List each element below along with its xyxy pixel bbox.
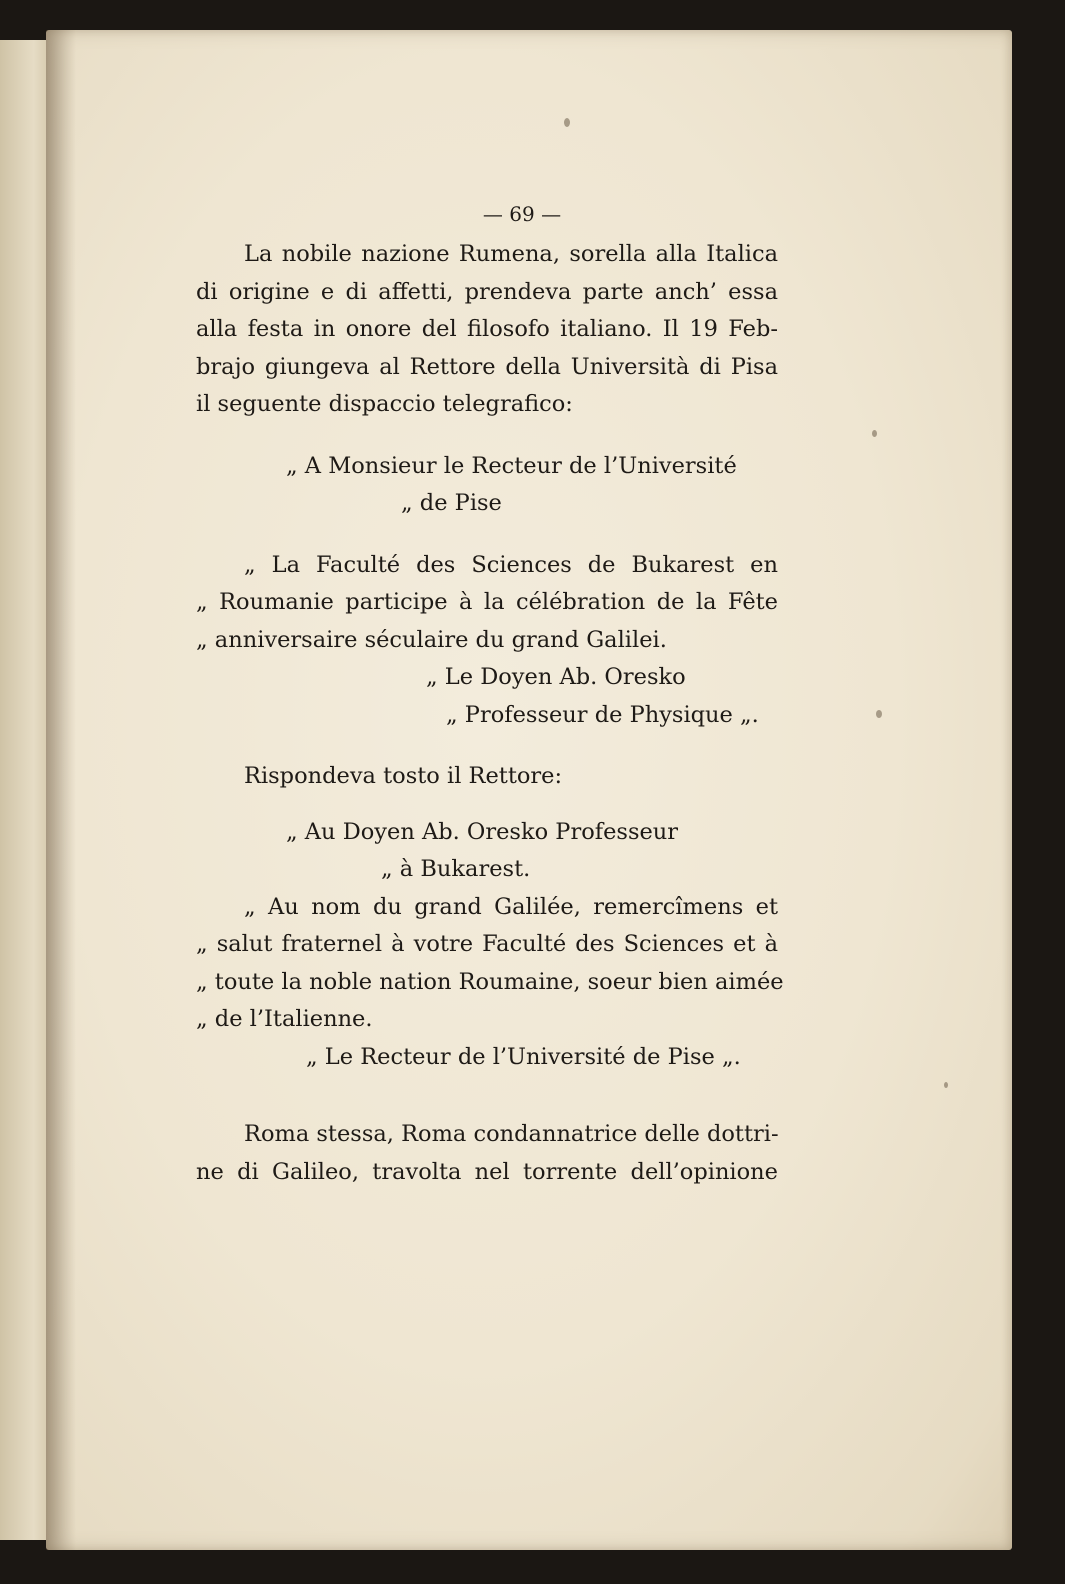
telegram-bukarest (196, 448, 778, 735)
telegram-address: „ de Pise (401, 490, 502, 516)
paragraph-roma (196, 1116, 778, 1191)
paragraph-rumanian-nation (196, 236, 778, 424)
text-line: Roma stessa, Roma condannatrice delle dottri- (244, 1121, 779, 1147)
telegram-address: „ Au Doyen Ab. Oresko Professeur (286, 818, 679, 845)
paper-speck (872, 430, 877, 437)
telegram-address: „ A Monsieur le Recteur de l’Université (286, 452, 737, 479)
page-number: — 69 — (482, 202, 562, 226)
paper-speck (876, 710, 882, 718)
reply-intro: Rispondeva tosto il Rettore: (244, 763, 563, 789)
text-line: alla festa in onore del filosofo italiano. Il 19 Feb- (196, 316, 778, 342)
text-line: La nobile nazione Rumena, sorella alla Italica (244, 241, 778, 267)
telegram-line: „ anniversaire séculaire du grand Galilei. (196, 626, 667, 653)
telegram-line: „ salut fraternel à votre Faculté des Sciences et à (196, 931, 778, 957)
telegram-line: „ Au nom du grand Galilée, remercîmens et (244, 893, 778, 920)
telegram-line: „ de l’Italienne. (196, 1006, 373, 1032)
telegram-line: „ La Faculté des Sciences de Bukarest en (244, 551, 778, 578)
text-line: il seguente dispaccio telegrafico: (196, 391, 573, 417)
text-line: ne di Galileo, travolta nel torrente dell’opinione (196, 1158, 778, 1185)
telegram-pisa (196, 814, 784, 1077)
telegram-line: „ Roumanie participe à la célébration de la Fête (196, 589, 778, 615)
telegram-signature: „ Le Recteur de l’Université de Pise „. (306, 1043, 741, 1070)
telegram-line: „ toute la noble nation Roumaine, soeur bien aimée (196, 968, 784, 995)
paper-speck (564, 118, 570, 127)
telegram-address: „ à Bukarest. (381, 856, 531, 882)
book-page (46, 30, 1012, 1550)
gutter-shadow (46, 30, 76, 1550)
text-line: brajo giungeva al Rettore della Università di Pisa (196, 353, 778, 380)
telegram-signature: „ Le Doyen Ab. Oresko (426, 664, 686, 690)
telegram-signature: „ Professeur de Physique „. (446, 701, 759, 728)
page-text (196, 200, 784, 1191)
paper-speck (944, 1082, 948, 1088)
text-line: di origine e di affetti, prendeva parte anch’ essa (196, 278, 778, 305)
